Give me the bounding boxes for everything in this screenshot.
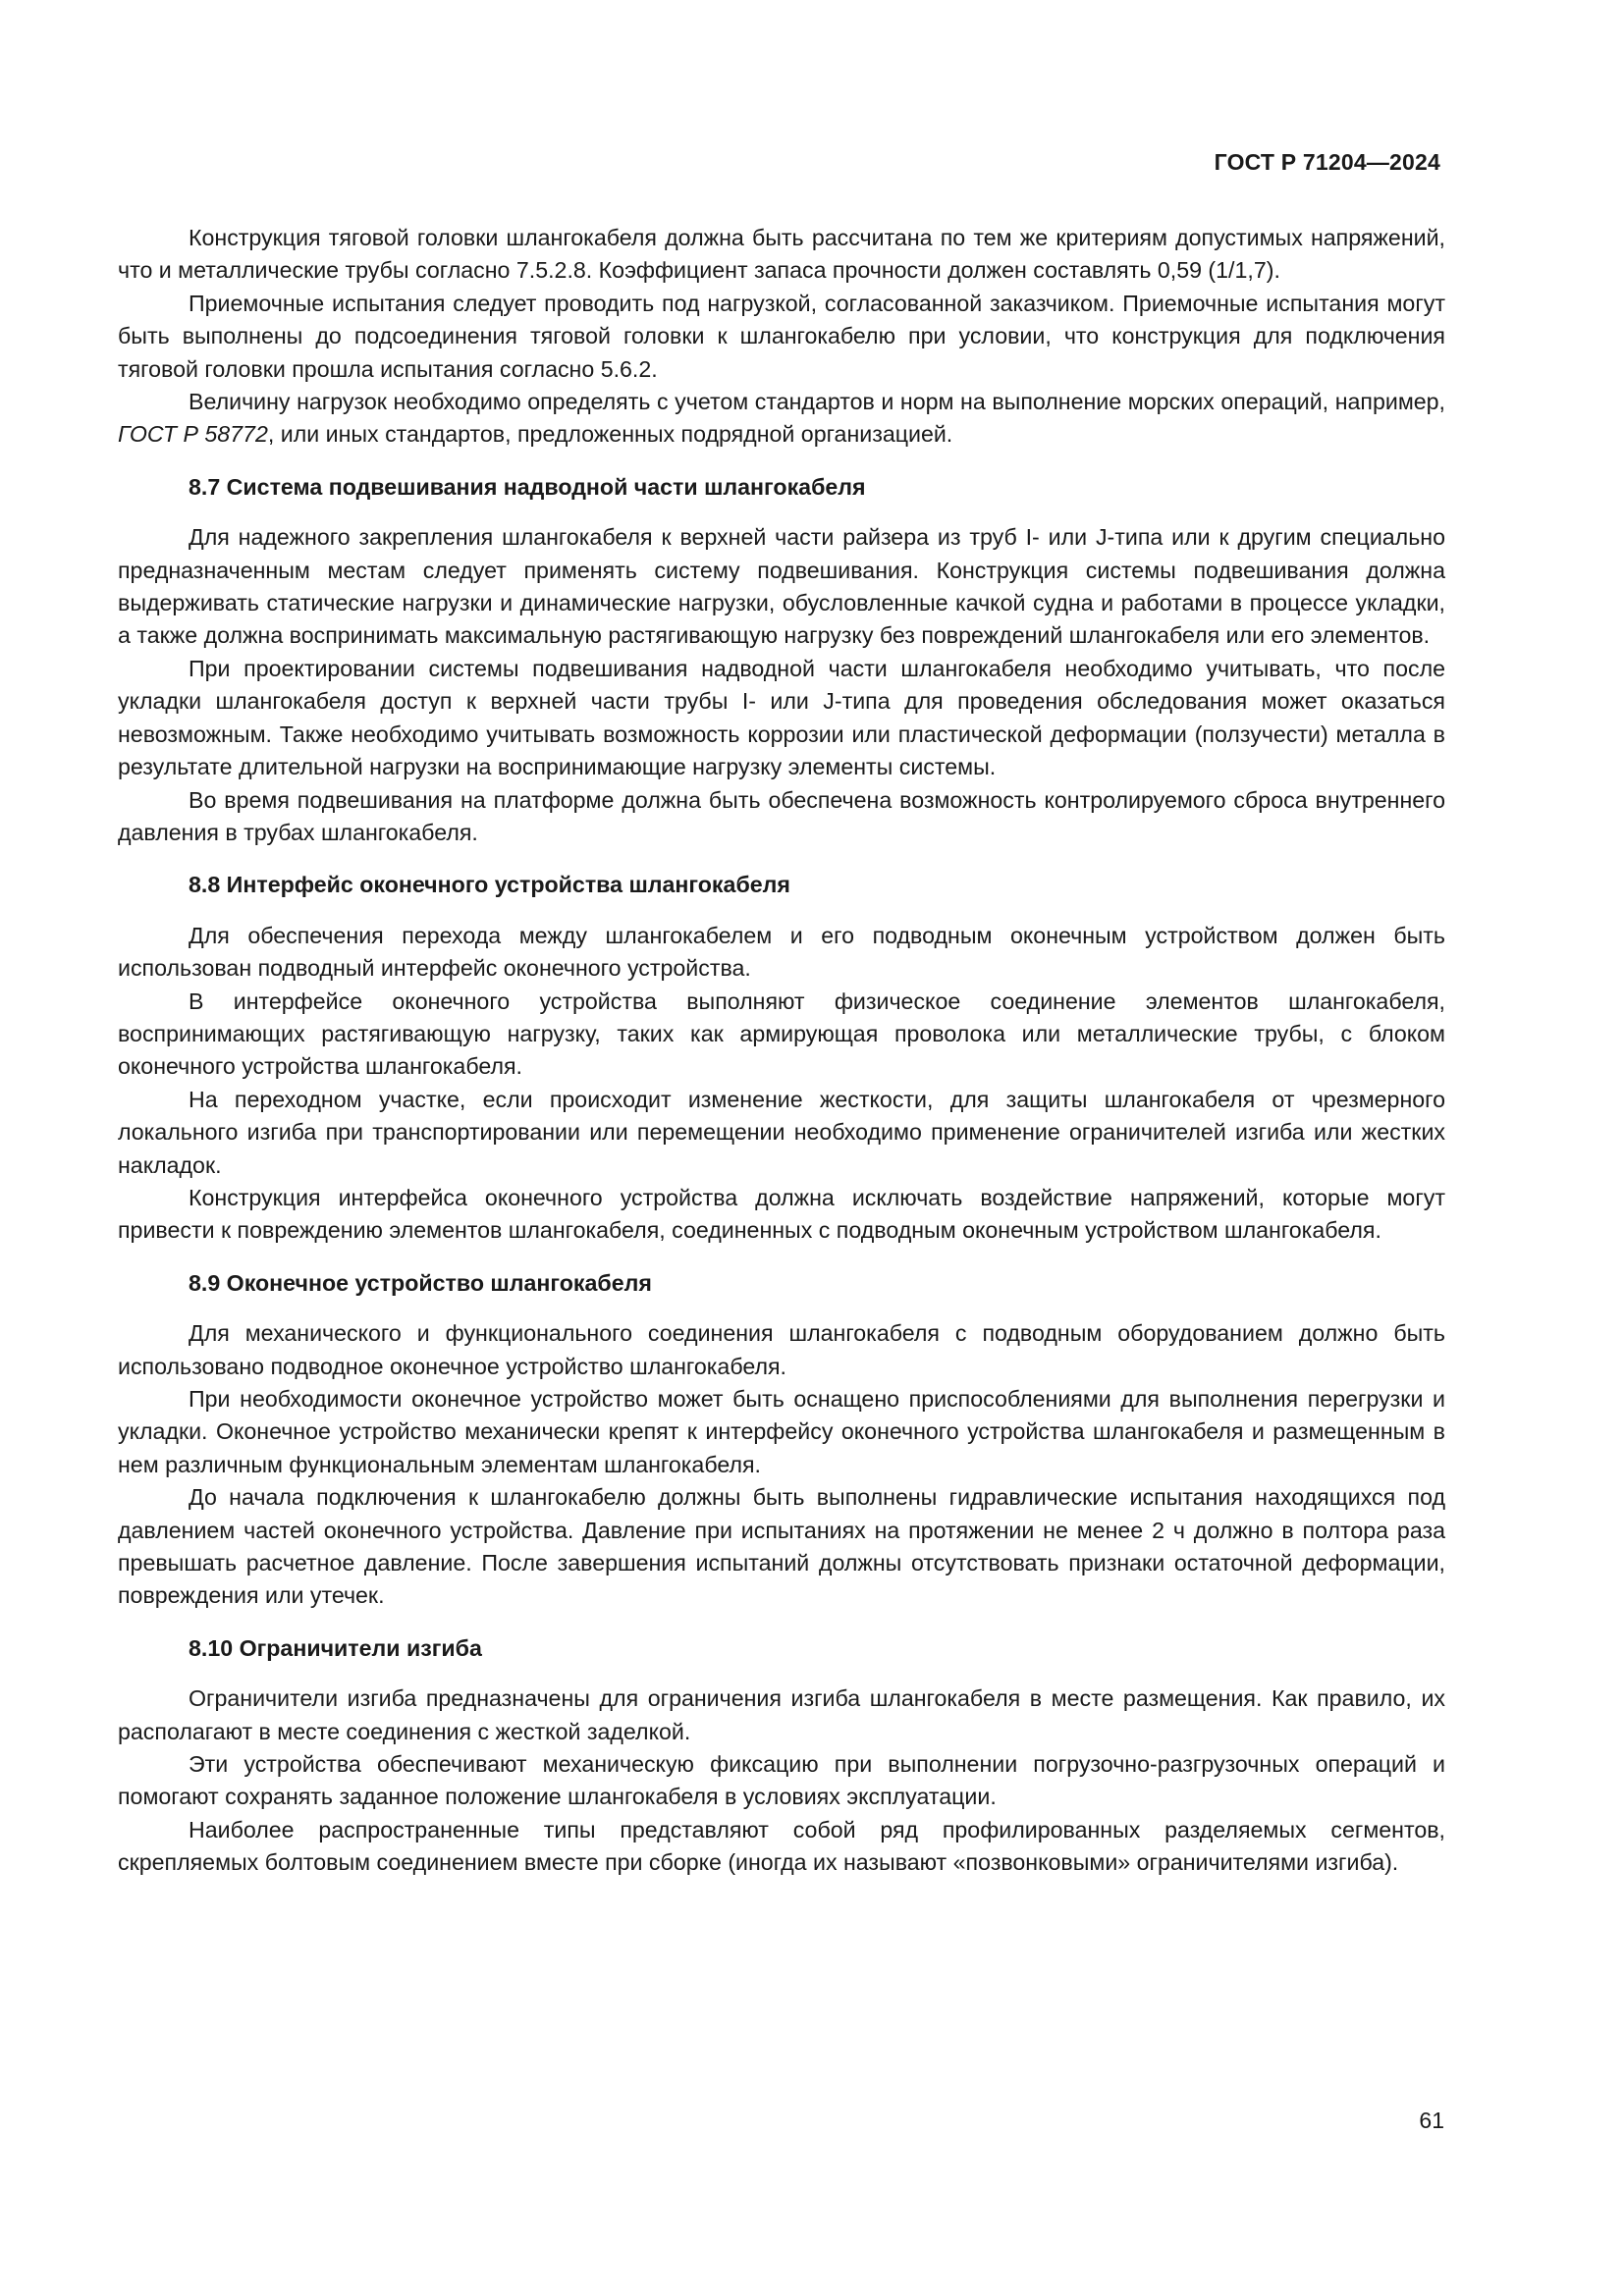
section-heading-8-9: 8.9 Оконечное устройство шлангокабеля — [189, 1269, 652, 1296]
paragraph: Ограничители изгиба предназначены для ограничения изгиба шлангокабеля в месте размещения. Как правило, их располагают в месте соединения с жесткой заделкой. — [118, 1685, 1445, 1744]
standard-reference: ГОСТ Р 58772 — [118, 421, 268, 448]
page-number: 61 — [1419, 2108, 1444, 2133]
paragraph: Эти устройства обеспечивают механическую фиксацию при выполнении погрузочно-разгрузочных операций и помогают сохранять заданное положение шлангокабеля в условиях эксплуатации. — [118, 1751, 1445, 1810]
paragraph: Конструкция тяговой головки шлангокабеля должна быть рассчитана по тем же критериям допустимых напряжений, что и металлические трубы согласно 7.5.2.8. Коэффициент запаса прочности должен составлять 0,59 (1/1,7). — [118, 225, 1445, 284]
paragraph: Для механического и функционального соединения шлангокабеля с подводным оборудованием должно быть использовано подводное оконечное устройство шлангокабеля. — [118, 1320, 1445, 1379]
paragraph: Для обеспечения перехода между шлангокабелем и его подводным оконечным устройством должен быть использован подводный интерфейс оконечного устройства. — [118, 922, 1445, 982]
paragraph-text: , или иных стандартов, предложенных подрядной организацией. — [267, 421, 953, 448]
paragraph: До начала подключения к шлангокабелю должны быть выполнены гидравлические испытания находящихся под давлением частей оконечного устройства. Давление при испытаниях на протяжении не менее 2 ч должно в полтора раза превышать расчетное давление. После завершения испытаний должны отсутствовать признаки остаточной деформации, повреждения или утечек. — [118, 1484, 1445, 1609]
section-heading-8-8: 8.8 Интерфейс оконечного устройства шлангокабеля — [189, 872, 790, 898]
paragraph-text: Величину нагрузок необходимо определять с учетом стандартов и норм на выполнение морских операций, например, — [189, 389, 1445, 415]
paragraph: При проектировании системы подвешивания надводной части шлангокабеля необходимо учитывать, что после укладки шлангокабеля доступ к верхней части трубы I- или J-типа для проведения обследования может оказаться невозможным. Также необходимо учитывать возможность коррозии или пластической деформации (ползучести) металла в результате длительной нагрузки на воспринимающие нагрузку элементы системы. — [118, 655, 1445, 780]
document-code: ГОСТ Р 71204—2024 — [1214, 149, 1440, 175]
paragraph: Конструкция интерфейса оконечного устройства должна исключать воздействие напряжений, которые могут привести к повреждению элементов шлангокабеля, соединенных с подводным оконечным устройством шлангокабеля. — [118, 1184, 1445, 1244]
section-heading-8-7: 8.7 Система подвешивания надводной части шлангокабеля — [189, 473, 866, 500]
paragraph: Для надежного закрепления шлангокабеля к верхней части райзера из труб I- или J-типа или к другим специально предназначенным местам следует применять систему подвешивания. Конструкция системы подвешивания должна выдерживать статические нагрузки и динамические нагрузки, обусловленные качкой судна и работами в процессе укладки, а также должна воспринимать максимальную растягивающую нагрузку без повреждений шлангокабеля или его элементов. — [118, 524, 1445, 649]
paragraph: Приемочные испытания следует проводить под нагрузкой, согласованной заказчиком. Приемочные испытания могут быть выполнены до подсоединения тяговой головки к шлангокабелю при условии, что конструкция для подключения тяговой головки прошла испытания согласно 5.6.2. — [118, 290, 1445, 382]
paragraph: В интерфейсе оконечного устройства выполняют физическое соединение элементов шлангокабеля, воспринимающих растягивающую нагрузку, таких как армирующая проволока или металлические трубы, с блоком оконечного устройства шлангокабеля. — [118, 988, 1445, 1080]
section-heading-8-10: 8.10 Ограничители изгиба — [189, 1634, 482, 1661]
page-content — [118, 222, 1445, 1880]
paragraph — [118, 386, 1445, 452]
paragraph: Наиболее распространенные типы представляют собой ряд профилированных разделяемых сегментов, скрепляемых болтовым соединением вместе при сборке (иногда их называют «позвонковыми» ограничителями изгиба). — [118, 1816, 1445, 1876]
paragraph: Во время подвешивания на платформе должна быть обеспечена возможность контролируемого сброса внутреннего давления в трубах шлангокабеля. — [118, 786, 1445, 845]
paragraph: При необходимости оконечное устройство может быть оснащено приспособлениями для выполнения перегрузки и укладки. Оконечное устройство механически крепят к интерфейсу оконечного устройства шлангокабеля и размещенным в нем различным функциональным элементам шлангокабеля. — [118, 1386, 1445, 1477]
paragraph: На переходном участке, если происходит изменение жесткости, для защиты шлангокабеля от чрезмерного локального изгиба при транспортировании или перемещении необходимо применение ограничителей изгиба или жестких накладок. — [118, 1086, 1445, 1178]
